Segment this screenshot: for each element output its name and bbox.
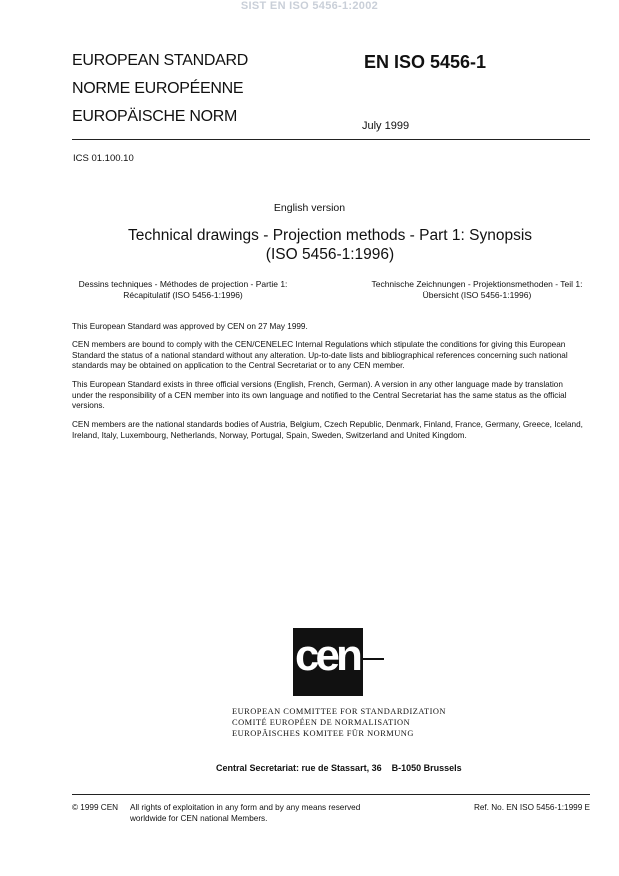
- rights-notice: All rights of exploitation in any form and by any means reserved worldwide for CEN national Members.: [130, 803, 361, 823]
- committee-name-de: EUROPÄISCHES KOMITEE FÜR NORMUNG: [232, 729, 414, 738]
- standard-name-fr: NORME EUROPÉENNE: [72, 80, 244, 97]
- title-french: Dessins techniques - Méthodes de projection - Partie 1: Récapitulatif (ISO 5456-1:1996): [78, 279, 288, 300]
- cen-logo-dash: [362, 658, 384, 660]
- central-secretariat-address: Central Secretariat: rue de Stassart, 36 B-1050 Brussels: [216, 763, 462, 773]
- header-rule: [72, 139, 590, 140]
- committee-names: [232, 706, 446, 739]
- committee-name-fr: COMITÉ EUROPÉEN DE NORMALISATION: [232, 718, 411, 727]
- reference-number: Ref. No. EN ISO 5456-1:1999 E: [473, 803, 590, 812]
- cen-logo-text: cen: [295, 631, 359, 680]
- watermark: SIST EN ISO 5456-1:2002: [240, 0, 379, 12]
- standard-name-en: EUROPEAN STANDARD: [72, 52, 248, 69]
- copyright-notice: © 1999 CEN: [72, 803, 119, 812]
- publication-date: July 1999: [362, 120, 410, 132]
- standard-name-de: EUROPÄISCHE NORM: [72, 108, 237, 125]
- standard-number: EN ISO 5456-1: [364, 52, 487, 72]
- committee-name-en: EUROPEAN COMMITTEE FOR STANDARDIZATION: [232, 707, 446, 716]
- members-paragraph: CEN members are the national standards bodies of Austria, Belgium, Czech Republic, Denmark, Finland, France, Germany, Greece, Iceland, Ireland, Italy, Luxembourg, Netherlands, Norway, Portugal, Spain, Sweden, Switzerland and United Kingdom.: [72, 420, 583, 440]
- footer-rule: [72, 794, 590, 795]
- compliance-paragraph: CEN members are bound to comply with the CEN/CENELEC Internal Regulations which stipulate the conditions for giving this European Standard the status of a national standard without any alteration. Up-to-date lists and bibliographical references concerning such national standards may be obtained on application to the Central Secretariat or to any CEN member.: [72, 340, 568, 370]
- language-version: English version: [273, 202, 346, 214]
- document-title: Technical drawings - Projection methods - Part 1: Synopsis (ISO 5456-1:1996): [127, 227, 533, 263]
- title-german: Technische Zeichnungen - Projektionsmethoden - Teil 1: Übersicht (ISO 5456-1:1996): [371, 279, 583, 300]
- ics-code: ICS 01.100.10: [73, 153, 134, 164]
- versions-paragraph: This European Standard exists in three official versions (English, French, German). A version in any other language made by translation under the responsibility of a CEN member into its own language and notified to the Central Secretariat has the same status as the official versions.: [72, 380, 567, 410]
- approval-paragraph: This European Standard was approved by CEN on 27 May 1999.: [72, 322, 308, 331]
